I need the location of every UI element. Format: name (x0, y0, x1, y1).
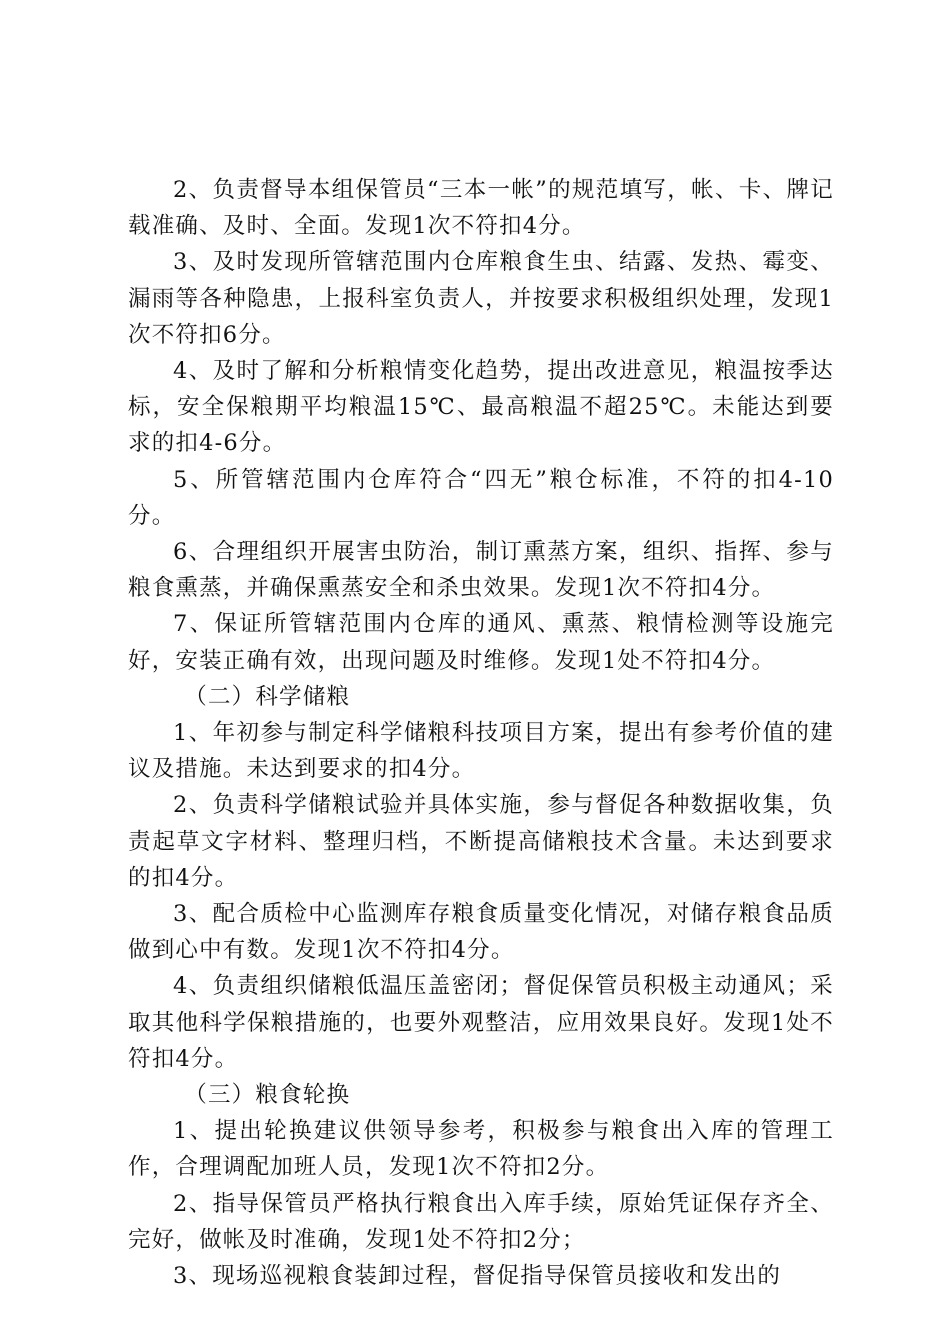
paragraph-rotation-2: 2、指导保管员严格执行粮食出入库手续，原始凭证保存齐全、完好，做帐及时准确，发现1处不符扣2分； (128, 1190, 834, 1253)
section-heading-grain-rotation: （三）粮食轮换 (184, 1082, 351, 1109)
paragraph-item-2: 2、负责督导本组保管员“三本一帐”的规范填写，帐、卡、牌记载准确、及时、全面。发现1次不符扣4分。 (128, 177, 834, 240)
paragraph-item-4: 4、及时了解和分析粮情变化趋势，提出改进意见，粮温按季达标，安全保粮期平均粮温15℃、最高粮温不超25℃。未能达到要求的扣4-6分。 (128, 358, 834, 457)
paragraph-item-5: 5、所管辖范围内仓库符合“四无”粮仓标准，不符的扣4-10分。 (128, 466, 834, 529)
paragraph-item-3: 3、及时发现所管辖范围内仓库粮食生虫、结露、发热、霉变、漏雨等各种隐患，上报科室负责人，并按要求积极组织处理，发现1次不符扣6分。 (128, 249, 834, 348)
paragraph-item-6: 6、合理组织开展害虫防治，制订熏蒸方案，组织、指挥、参与粮食熏蒸，并确保熏蒸安全和杀虫效果。发现1次不符扣4分。 (128, 539, 834, 602)
paragraph-storage-2: 2、负责科学储粮试验并具体实施，参与督促各种数据收集，负责起草文字材料、整理归档，不断提高储粮技术含量。未达到要求的扣4分。 (128, 792, 834, 891)
paragraph-item-7: 7、保证所管辖范围内仓库的通风、熏蒸、粮情检测等设施完好，安装正确有效，出现问题及时维修。发现1处不符扣4分。 (128, 611, 834, 674)
section-heading-scientific-storage: （二）科学储粮 (184, 683, 351, 710)
paragraph-storage-3: 3、配合质检中心监测库存粮食质量变化情况，对储存粮食品质做到心中有数。发现1次不符扣4分。 (128, 901, 834, 964)
paragraph-storage-4: 4、负责组织储粮低温压盖密闭；督促保管员积极主动通风；采取其他科学保粮措施的，也要外观整洁，应用效果良好。发现1处不符扣4分。 (128, 973, 834, 1072)
paragraph-rotation-1: 1、提出轮换建议供领导参考，积极参与粮食出入库的管理工作，合理调配加班人员，发现1次不符扣2分。 (128, 1118, 834, 1181)
document-body (128, 172, 834, 1294)
paragraph-storage-1: 1、年初参与制定科学储粮科技项目方案，提出有参考价值的建议及措施。未达到要求的扣4分。 (128, 720, 834, 783)
paragraph-rotation-3: 3、现场巡视粮食装卸过程，督促指导保管员接收和发出的 (173, 1263, 782, 1290)
